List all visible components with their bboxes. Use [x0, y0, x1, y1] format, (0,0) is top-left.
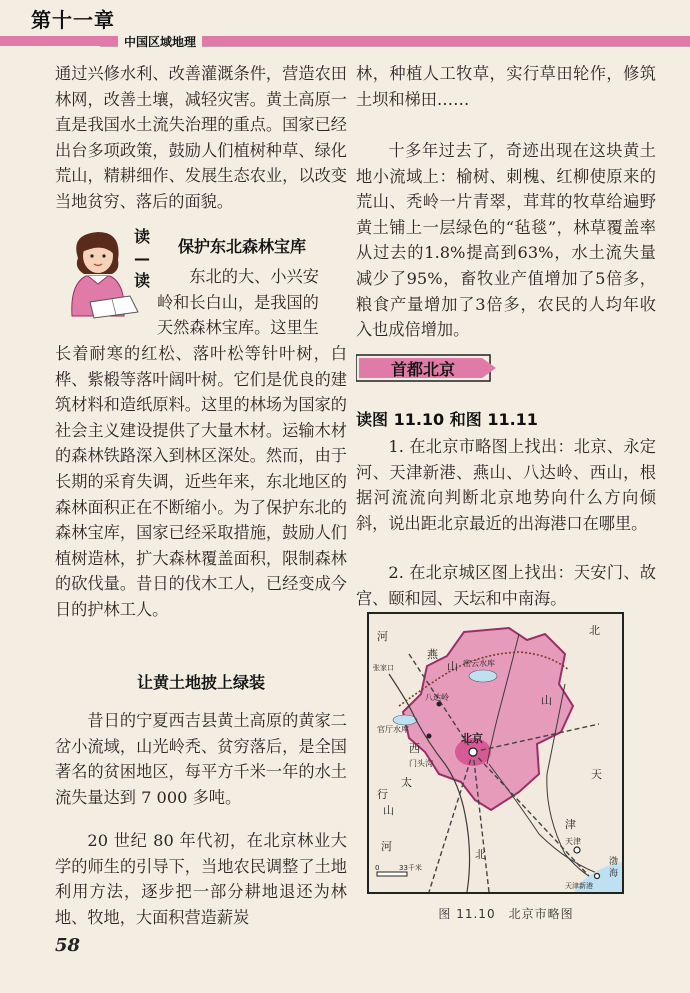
forest-paragraph: 长着耐寒的红松、落叶松等针叶树，白桦、紫椴等落叶阔叶树。它们是优良的建筑材料和造纸原料。这里的林场为国家的社会主义建设提供了大量木材。运输木材的森林铁路深入到林区深处。然而，由于长期的采育失调，近些年来，东北地区的森林面积正在不断缩小。为了保护东北的森林宝库，国家已经采取措施，鼓励人们植树造林，扩大森林覆盖面积，限制森林的砍伐量。昔日的伐木工人，已经变成今日的护林工人。 [55, 344, 347, 619]
read-char-bottom: 读 [133, 271, 150, 290]
map-label-zhangjiakou: 张家口 [373, 664, 394, 672]
map-label-he-nw: 河 [377, 630, 388, 643]
map-label-bei-ne: 北 [589, 624, 600, 637]
header-bar [0, 36, 690, 46]
question-1: 1. 在北京市略图上找出：北京、永定河、天津新港、燕山、八达岭、西山，根据河流流向判断北京地势向什么方向倾斜，说出距北京最近的出海港口在哪里。 [356, 437, 656, 533]
map-label-he-sw: 河 [381, 840, 392, 853]
tianjin-dot [574, 847, 580, 853]
map-label-hang: 行 [377, 788, 388, 801]
figure-caption: 图 11.10 北京市略图 [438, 907, 574, 921]
chapter-title: 第十一章 [31, 8, 115, 32]
xingang-dot [595, 874, 600, 879]
scale-bar [377, 872, 407, 876]
map-label-miyun: 密云水库 [463, 659, 495, 668]
read-figures-title: 读图 11.10 和图 11.11 [356, 410, 538, 429]
map-label-bei-s: 北 [475, 848, 486, 861]
map-label-badaling: 八达岭 [425, 693, 449, 702]
forest-section-title: 保护东北森林宝库 [178, 237, 307, 256]
page-number: 58 [55, 935, 81, 956]
beijing-map-svg [369, 614, 622, 892]
badaling-dot [437, 702, 442, 707]
question-2: 2. 在北京城区图上找出：天安门、故宫、颐和园、天坛和中南海。 [356, 563, 656, 608]
map-label-beijing: 北京 [461, 732, 483, 745]
loess-paragraph-1: 昔日的宁夏西吉县黄土高原的黄家二岔小流域，山光岭秃、贫穷落后，是全国著名的贫困地区，每平方千米一年的水土流失量达到 7 000 多吨。 [55, 711, 347, 807]
map-label-xi: 西 [409, 742, 420, 755]
scale-label-length: 33千米 [399, 864, 422, 872]
read-char-top: 读 [133, 227, 150, 246]
map-label-guanting: 官厅水库 [377, 725, 409, 734]
beijing-map [367, 612, 624, 894]
map-label-shan3: 山 [383, 804, 394, 817]
loess-section-title: 让黄土地披上绿装 [136, 673, 265, 692]
map-label-yan: 燕 [427, 648, 438, 661]
loess-paragraph-2: 20 世纪 80 年代初，在北京林业大学的师生的引导下，当地农民调整了土地利用方法，逐步把一部分耕地退还为林地、牧地，大面积营造薪炭 [55, 831, 347, 927]
map-label-tai: 太 [401, 776, 412, 789]
map-label-shan1: 山 [447, 660, 458, 673]
right-paragraph-2: 十多年过去了，奇迹出现在这块黄土地小流域上：榆树、刺槐、红柳使原来的荒山、秃岭一片青翠，茸茸的牧草给遍野黄土铺上一层绿色的“毡毯”，林草覆盖率从过去的1.8%提高到63%，水土流失量减少了95%，畜牧业产值增加了5倍多，粮食产量增加了3倍多，农民的人均年收入也成倍增加。 [356, 141, 656, 340]
left-top-paragraph: 通过兴修水利、改善灌溉条件，营造农田林网，改善土壤，减轻灾害。黄土高原一直是我国水土流失治理的重点。国家已经出台多项政策，鼓励人们植树种草、绿化荒山，精耕细作、发展生态农业，以改变当地贫穷、落后的面貌。 [55, 64, 347, 211]
miyun-reservoir [469, 670, 497, 682]
read-label: 读 — 读 [133, 227, 150, 290]
forest-intro-lines: 东北的大、小兴安 岭和长白山，是我国的 天然森林宝库。这里生 [157, 267, 319, 338]
beijing-dot [469, 748, 477, 756]
map-label-mentougou: 门头沟 [409, 759, 433, 768]
right-paragraph-1: 林，种植人工牧草，实行草田轮作，修筑土坝和梯田…… [356, 64, 656, 109]
mentougou-dot [427, 734, 432, 739]
guanting-reservoir [393, 715, 417, 725]
map-label-tianjin: 天津 [565, 837, 581, 846]
banner-title: 首都北京 [390, 360, 455, 379]
scale-label-zero: 0 [375, 864, 380, 872]
map-label-bo: 渤 [609, 857, 619, 867]
map-label-jin: 津 [565, 818, 576, 831]
map-label-xingang: 天津新港 [565, 882, 593, 890]
map-label-shan2: 山 [541, 694, 552, 707]
map-label-hai: 海 [609, 869, 619, 879]
map-label-tian: 天 [591, 768, 602, 781]
chapter-subtitle: 中国区域地理 [118, 33, 202, 50]
